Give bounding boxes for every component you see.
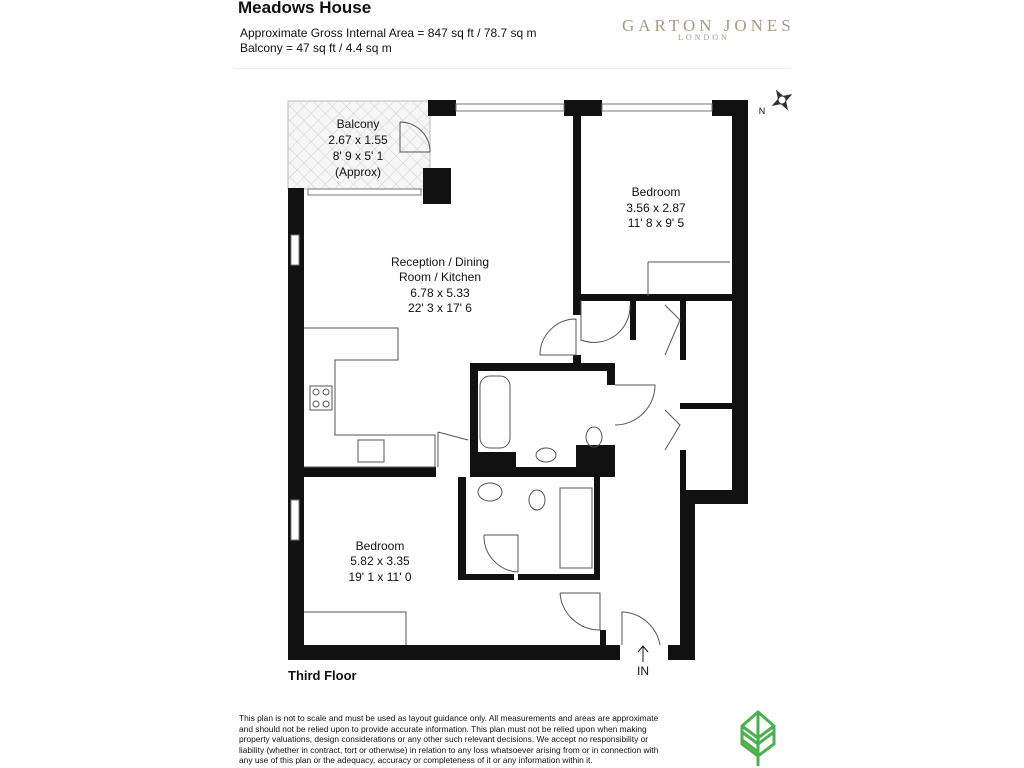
compass-north-label: N (758, 106, 766, 116)
bedroom2-label (348, 539, 411, 584)
reception-label (391, 255, 489, 315)
entrance-label: IN (637, 664, 649, 678)
room-metric: 3.56 x 2.87 (626, 201, 686, 215)
room-imperial: 19' 1 x 11' 0 (348, 570, 412, 584)
property-title: Meadows House (238, 0, 372, 17)
room-metric: 6.78 x 5.33 (410, 286, 470, 300)
room-name: Reception / Dining (390, 255, 490, 269)
disclaimer: This plan is not to scale and must be used as layout guidance only. All measurements and areas are approximate and should not be relied upon to provide accurate information. This plan must not be relied upon when making property valuations, design considerations or any other such relevant decisions. We accept no responsibility or liability (whether in contract, tort or otherwise) in relation to any loss whatsoever arising from or in connection with any use of this plan or the adequacy, accuracy or completeness of it or any information within it. (239, 713, 659, 766)
compass-icon (759, 84, 799, 117)
room-name-2: Room / Kitchen (398, 270, 482, 284)
room-imperial: 11' 8 x 9' 5 (627, 216, 685, 230)
room-metric: 5.82 x 3.35 (350, 554, 410, 568)
leaf-logo-icon (738, 710, 778, 766)
room-imperial: 22' 3 x 17' 6 (408, 301, 472, 315)
agency-logo-city: LONDON (678, 33, 730, 42)
agency-logo: GARTON JONES (622, 16, 795, 35)
room-name: Bedroom (631, 185, 681, 199)
room-note: (Approx) (334, 165, 382, 179)
gross-internal-area: Approximate Gross Internal Area = 847 sq ft / 78.7 sq m (240, 26, 537, 40)
floor-label: Third Floor (288, 668, 357, 683)
balcony-area: Balcony = 47 sq ft / 4.4 sq m (240, 41, 392, 55)
room-name: Balcony (336, 117, 380, 131)
room-metric: 2.67 x 1.55 (328, 133, 388, 147)
entrance-marker (637, 646, 649, 678)
bedroom1-label (626, 185, 686, 230)
room-name: Bedroom (355, 539, 405, 553)
room-imperial: 8' 9 x 5' 1 (332, 149, 384, 163)
